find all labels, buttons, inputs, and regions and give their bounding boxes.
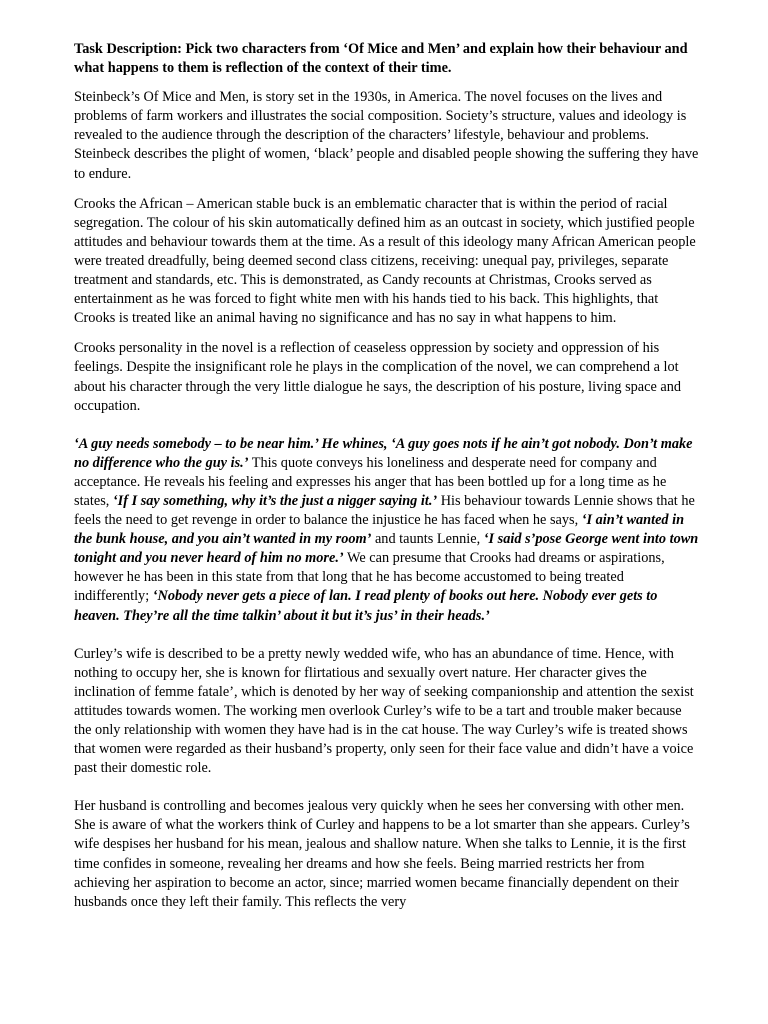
paragraph-crooks-context: Crooks the African – American stable buck is an emblematic character that is within the period of racial segregation. The colour of his skin automatically defined him as an outcast in society, which justified people attitudes and behaviour towards them at the time. As a result of this ideology many African American people were treated dreadfully, being deemed second class citizens, receiving: unequal pay, privileges, separate treatment and standards, etc. This is demonstrated, as Candy recounts at Christmas, Crooks served as entertainment as he was forced to fight white men with his hands tied to his back. This highlights, that Crooks is treated like an animal having no significance and has no say in what happens to him. (74, 195, 696, 327)
paragraph-curleys-wife: Curley’s wife is described to be a pretty newly wedded wife, who has an abundance of time. Hence, with nothing to occupy her, she is known for flirtatious and sexually overt nature. Her character gives the inclination of femme fatale’, which is denoted by her way of seeking companionship and attention the sexist attitudes towards women. The working men overlook Curley’s wife to be a tart and trouble maker because the only relationship with women they have had is in the cat house. The way Curley’s wife is treated shows that women were regarded as their husband’s property, only seen for their face value and didn’t have a voice past their domestic role. (74, 645, 694, 777)
quote-commentary-1: This quote conveys his loneliness and desperate need for company and acceptance. He reveals his feeling and expresses his anger that has been bottled up for a long time as he states, (74, 454, 667, 509)
paragraph-curleys-wife-husband: Her husband is controlling and becomes jealous very quickly when he sees her conversing with other men. She is aware of what the workers think of Curley and happens to be a lot smarter than she appears. Curley’s wife despises her husband for his mean, jealous and shallow nature. When she talks to Lennie, it is the first time confides in someone, revealing her dreams and how she feels. Being married restricts her from achieving her aspiration to become an actor, since; married women became financially dependent on their husbands once they left their family. This reflects the very (74, 798, 690, 910)
paragraph-intro: Steinbeck’s Of Mice and Men, is story set in the 1930s, in America. The novel focuses on the lives and problems of farm workers and illustrates the social composition. Society’s structure, values and ideology is revealed to the audience through the description of the characters’ lifestyle, behaviour and problems. Steinbeck describes the plight of women, ‘black’ people and disabled people showing the suffering they have to endure. (74, 89, 699, 182)
task-description: Task Description: Pick two characters from ‘Of Mice and Men’ and explain how their behaviour and what happens to them is reflection of the context of their time. (74, 41, 688, 77)
quote-nobody-gets-land: ‘Nobody never gets a piece of lan. I read plenty of books out here. Nobody ever gets to heaven. They’re all the time talkin’ about it but it’s jus’ in their heads.’ (74, 588, 658, 624)
quote-aint-wanted: ‘I ain’t wanted in the bunk house, and you ain’t wanted in my room’ (74, 512, 685, 548)
document-body (74, 40, 700, 923)
quote-george-into-town: ‘I said s’pose George went into town tonight and you never heard of him no more.’ (74, 531, 699, 567)
paragraph-crooks-personality: Crooks personality in the novel is a reflection of ceaseless oppression by society and oppression of his feelings. Despite the insignificant role he plays in the complication of the novel, we can comprehend a lot about his character through the very little dialogue he says, the description of his posture, living space and occupation. (74, 340, 682, 414)
quote-if-i-say-something: ‘If I say something, why it’s the just a nigger saying it.’ (112, 492, 438, 509)
quote-commentary-2: His behaviour towards Lennie shows that he feels the need to get revenge in order to balance the injustice he has faced when he says, (74, 492, 695, 529)
quote-commentary-4: We can presume that Crooks had dreams or aspirations, however he has been in this state from that long that he has become accustomed to being treated indifferently; (74, 550, 665, 605)
quote-guy-needs-somebody: ‘A guy needs somebody – to be near him.’ He whines, ‘A guy goes nots if he ain’t got nobody. Don’t make no difference who the guy is.’ (74, 435, 693, 471)
paragraph-crooks-quotes (74, 435, 700, 626)
quote-commentary-3: and taunts Lennie, (371, 531, 484, 548)
